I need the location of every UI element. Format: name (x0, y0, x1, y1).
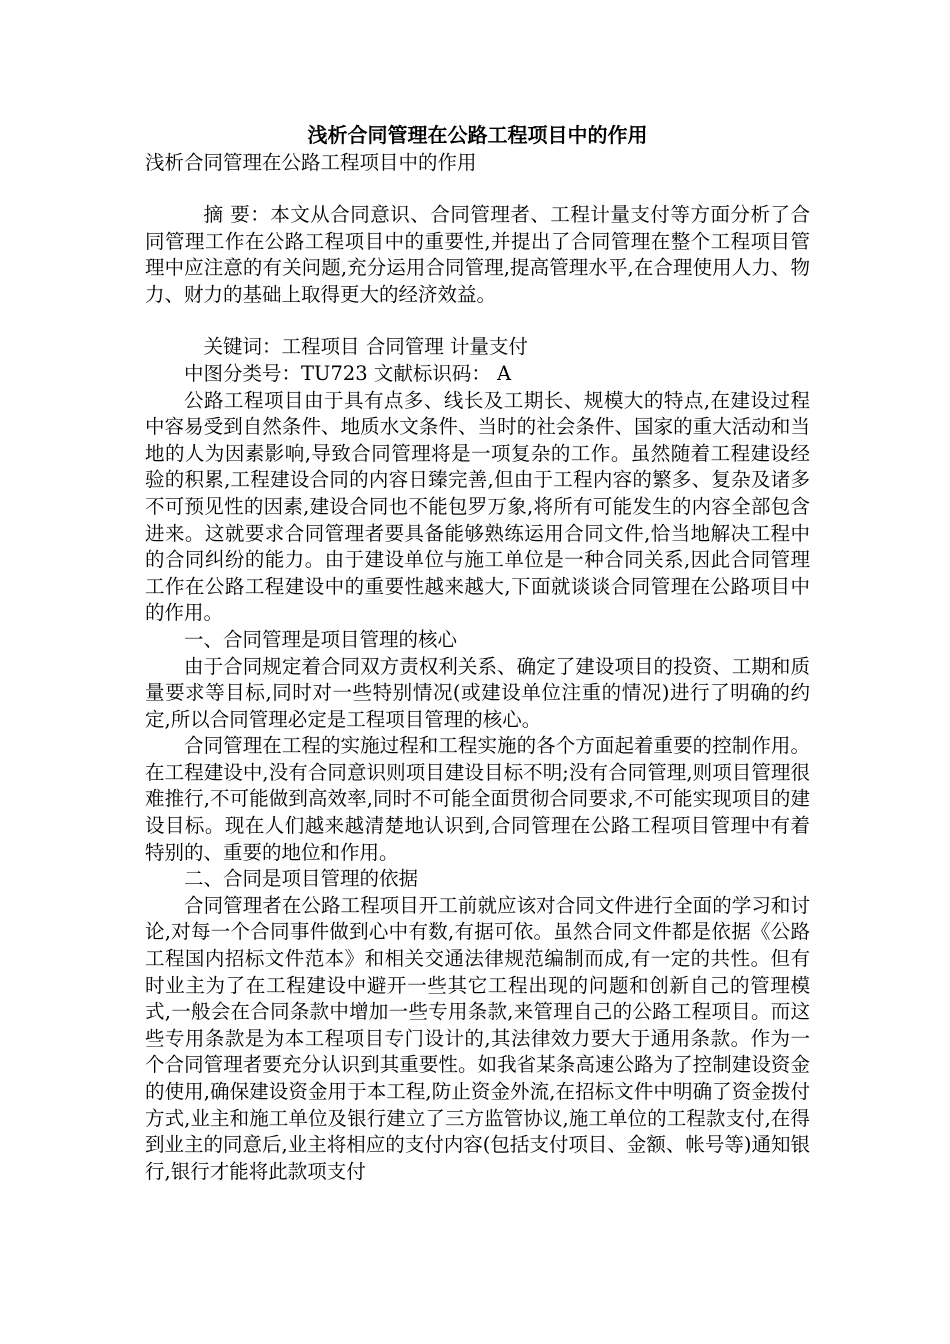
spacer (145, 308, 810, 334)
document-title: 浅析合同管理在公路工程项目中的作用 (307, 123, 648, 147)
section-heading: 一、合同管理是项目管理的核心 (184, 627, 458, 651)
section-heading: 二、合同是项目管理的依据 (184, 867, 419, 891)
classification-line: 中图分类号：TU723 文献标识码： A (184, 361, 512, 385)
spacer (145, 176, 810, 202)
body-paragraph: 合同管理者在公路工程项目开工前就应该对合同文件进行全面的学习和讨论,对每一个合同事件做到心中有数,有据可依。虽然合同文件都是依据《公路工程国内招标文件范本》和相关交通法律规范编制而成,有一定的共性。但有时业主为了在工程建设中避开一些其它工程出现的问题和创新自己的管理模式,一般会在合同条款中增加一些专用条款,来管理自己的公路工程项目。而这些专用条款是为本工程项目专门设计的,其法律效力要大于通用条款。作为一个合同管理者要充分认识到其重要性。如我省某条高速公路为了控制建设资金的使用,确保建设资金用于本工程,防止资金外流,在招标文件中明确了资金拨付方式,业主和施工单位及银行建立了三方监管协议,施工单位的工程款支付,在得到业主的同意后,业主将相应的支付内容(包括支付项目、金额、帐号等)通知银行,银行才能将此款项支付 (145, 893, 810, 1183)
document-page (145, 120, 810, 1185)
abstract-paragraph: 摘 要：本文从合同意识、合同管理者、工程计量支付等方面分析了合同管理工作在公路工程项目中的重要性,并提出了合同管理在整个工程项目管理中应注意的有关问题,充分运用合同管理,提高管理水平,在合理使用人力、物力、财力的基础上取得更大的经济效益。 (145, 203, 810, 306)
keywords-line: 关键词：工程项目 合同管理 计量支付 (203, 335, 528, 359)
body-paragraph: 由于合同规定着合同双方责权利关系、确定了建设项目的投资、工期和质量要求等目标,同时对一些特别情况(或建设单位注重的情况)进行了明确的约定,所以合同管理必定是工程项目管理的核心。 (145, 654, 810, 731)
document-subtitle: 浅析合同管理在公路工程项目中的作用 (145, 151, 477, 174)
body-paragraph: 合同管理在工程的实施过程和工程实施的各个方面起着重要的控制作用。在工程建设中,没有合同意识则项目建设目标不明;没有合同管理,则项目管理很难推行,不可能做到高效率,同时不可能全面贯彻合同要求,不可能实现项目的建设目标。现在人们越来越清楚地认识到,合同管理在公路工程项目管理中有着特别的、重要的地位和作用。 (145, 734, 810, 864)
body-paragraph: 公路工程项目由于具有点多、线长及工期长、规模大的特点,在建设过程中容易受到自然条件、地质水文条件、当时的社会条件、国家的重大活动和当地的人为因素影响,导致合同管理将是一项复杂的工作。虽然随着工程建设经验的积累,工程建设合同的内容日臻完善,但由于工程内容的繁多、复杂及诸多不可预见性的因素,建设合同也不能包罗万象,将所有可能发生的内容全部包含进来。这就要求合同管理者要具备能够熟练运用合同文件,恰当地解决工程中的合同纠纷的能力。由于建设单位与施工单位是一种合同关系,因此合同管理工作在公路工程建设中的重要性越来越大,下面就谈谈合同管理在公路项目中的作用。 (145, 388, 810, 625)
